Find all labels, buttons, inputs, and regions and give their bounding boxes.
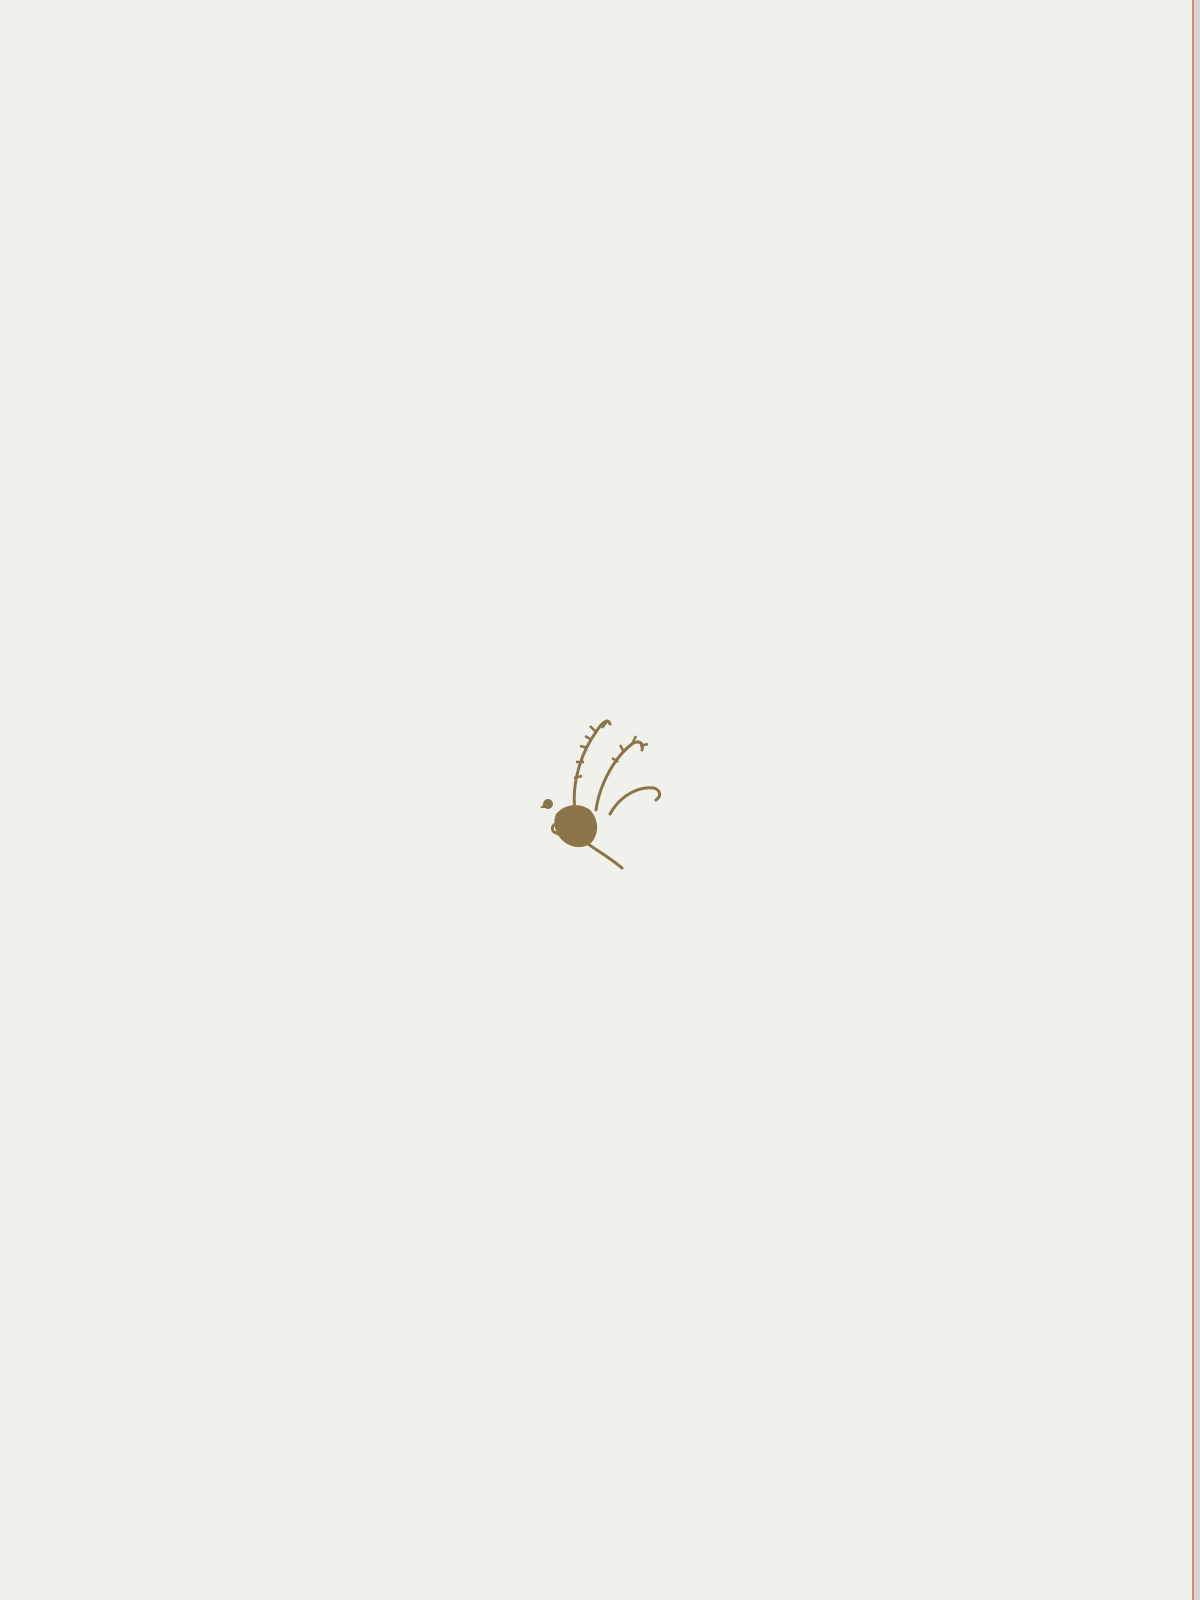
phoenix-emblem (540, 718, 670, 876)
page-edge (1194, 0, 1200, 1600)
